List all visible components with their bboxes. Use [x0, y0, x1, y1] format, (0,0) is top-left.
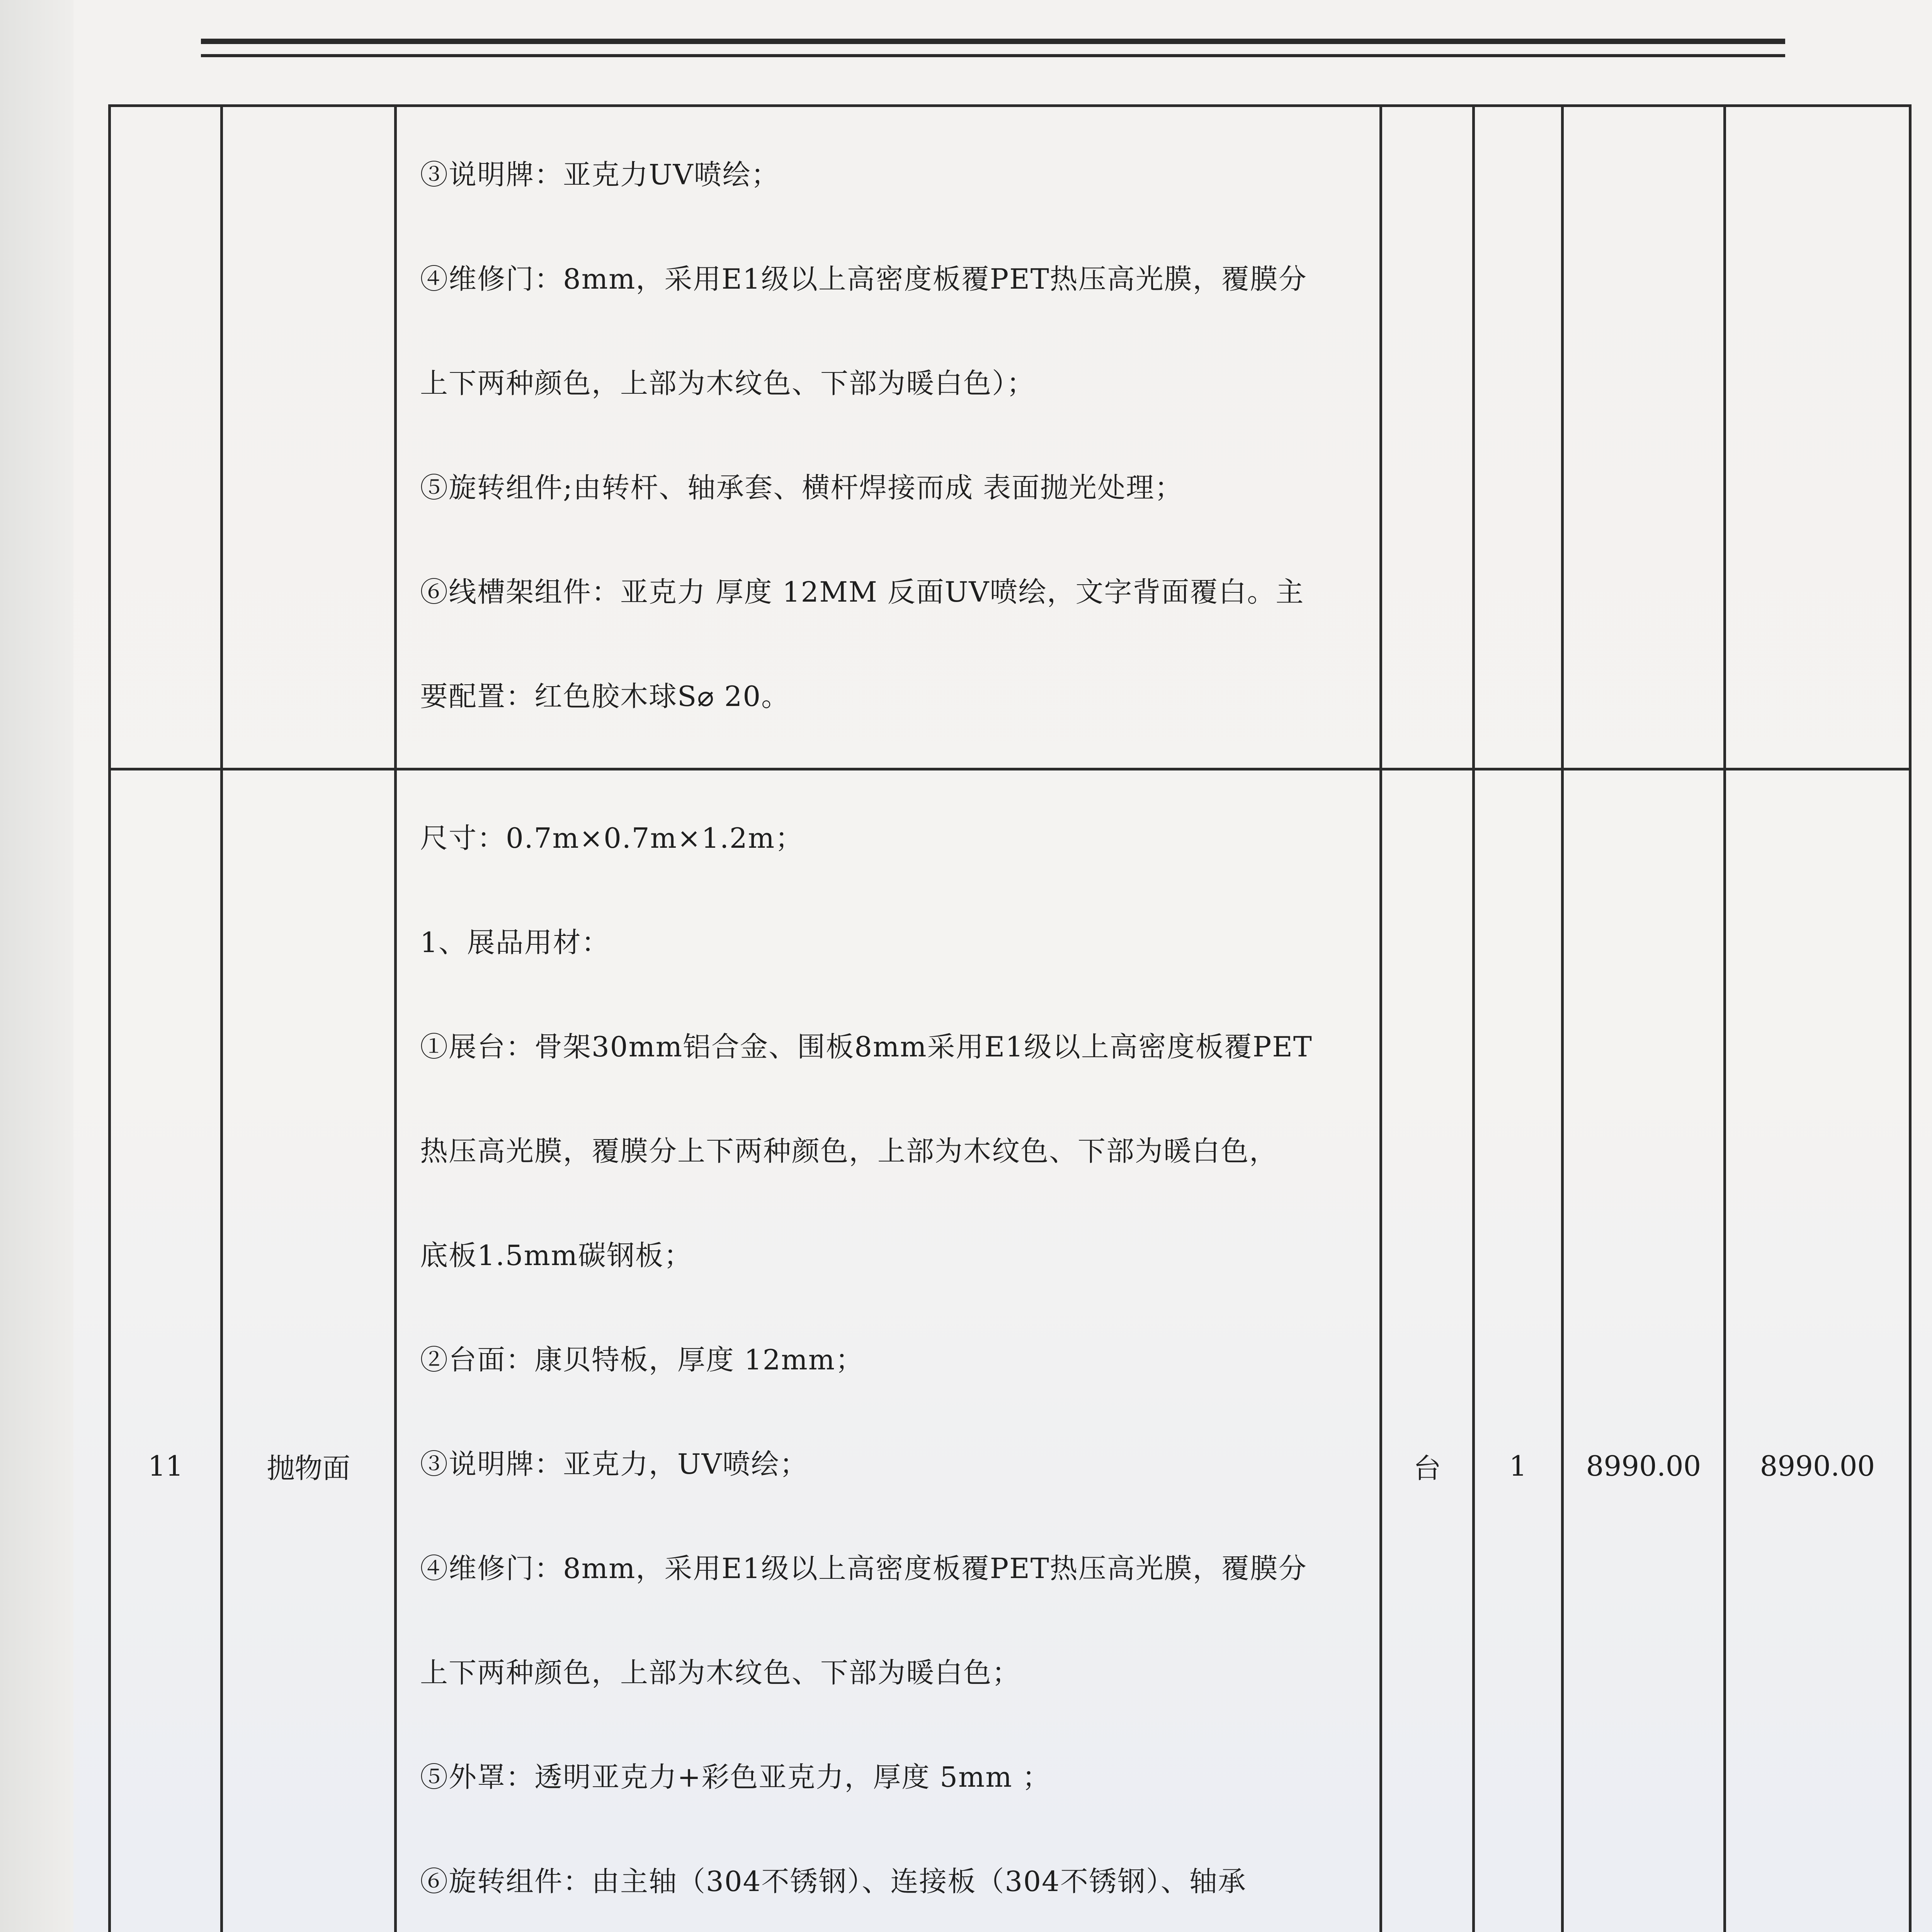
- specification-table: [108, 104, 1912, 1932]
- item-name-cell: 抛物面: [222, 769, 396, 1932]
- row-index-cell: 11: [110, 769, 222, 1932]
- description-line: ④维修门：8mm，采用E1级以上高密度板覆PET热压高光膜，覆膜分: [420, 1552, 1307, 1585]
- unit-cell: [1381, 106, 1474, 769]
- description-line: ②台面：康贝特板，厚度 12mm；: [420, 1344, 864, 1376]
- item-name-cell: [222, 106, 396, 769]
- description-line: ⑤旋转组件;由转杆、轴承套、横杆焊接而成 表面抛光处理；: [420, 471, 1184, 504]
- description-line: ①展台：骨架30mm铝合金、围板8mm采用E1级以上高密度板覆PET: [420, 1031, 1313, 1063]
- table-row: [110, 106, 1910, 769]
- description-line: 底板1.5mm碳钢板；: [420, 1239, 693, 1272]
- unit-cell: 台: [1381, 769, 1474, 1932]
- description-line: ⑥旋转组件：由主轴（304不锈钢）、连接板（304不锈钢）、轴承: [420, 1865, 1247, 1898]
- table-row: [110, 769, 1910, 1932]
- description-line: 热压高光膜，覆膜分上下两种颜色，上部为木纹色、下部为暖白色，: [420, 1135, 1278, 1167]
- unit-price-cell: 8990.00: [1563, 769, 1725, 1932]
- quantity-cell: 1: [1474, 769, 1563, 1932]
- total-price-cell: [1725, 106, 1910, 769]
- quantity-cell: [1474, 106, 1563, 769]
- total-price-cell: 8990.00: [1725, 769, 1910, 1932]
- item-description-cell: [396, 106, 1381, 769]
- header-rule-thin: [201, 54, 1785, 57]
- header-rule-thick: [201, 39, 1785, 44]
- description-line: ⑤外罩：透明亚克力+彩色亚克力，厚度 5mm ；: [420, 1761, 1051, 1793]
- item-description-cell: [396, 769, 1381, 1932]
- description-line: 上下两种颜色，上部为木纹色、下部为暖白色；: [420, 1656, 1021, 1689]
- row-index-cell: [110, 106, 222, 769]
- description-line: ③说明牌：亚克力，UV喷绘；: [420, 1448, 808, 1480]
- unit-price-cell: [1563, 106, 1725, 769]
- description-line: 要配置：红色胶木球S⌀ 20。: [420, 680, 790, 713]
- page-shadow-edge: [0, 0, 73, 1932]
- description-line: ④维修门：8mm，采用E1级以上高密度板覆PET热压高光膜，覆膜分: [420, 263, 1307, 295]
- description-line: 1、展品用材：: [420, 926, 610, 959]
- description-line: ⑥线槽架组件：亚克力 厚度 12MM 反面UV喷绘，文字背面覆白。主: [420, 576, 1304, 608]
- description-line: 上下两种颜色，上部为木纹色、下部为暖白色）；: [420, 367, 1036, 400]
- description-line: ③说明牌：亚克力UV喷绘；: [420, 158, 780, 191]
- description-line: 尺寸：0.7m×0.7m×1.2m；: [420, 822, 804, 854]
